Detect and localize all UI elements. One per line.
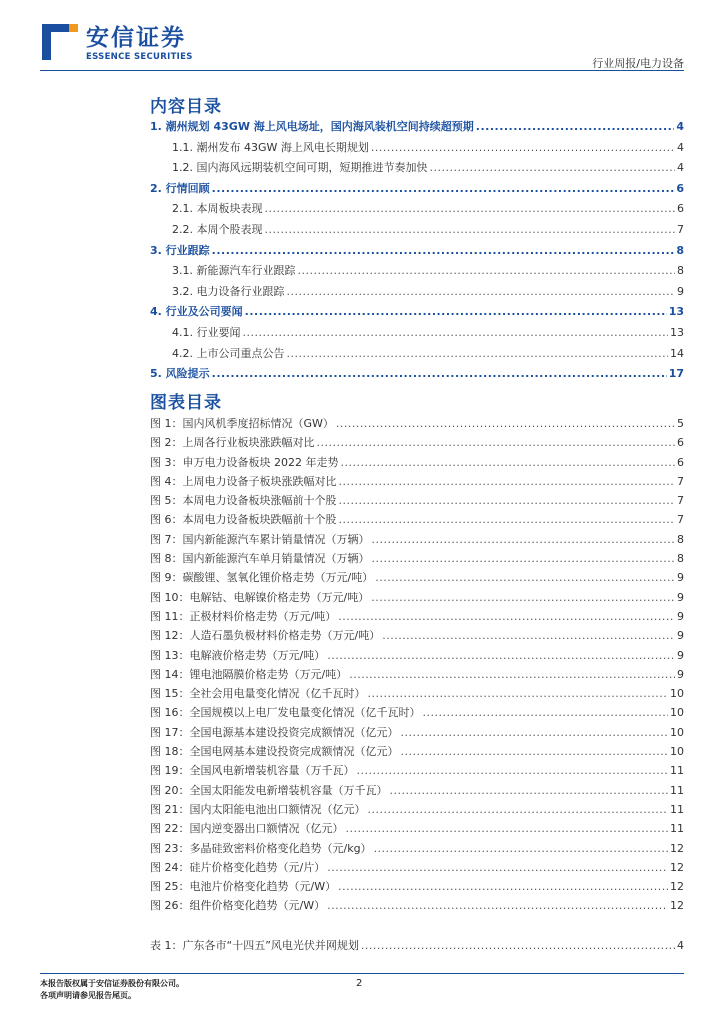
figure-entry-label: 图 3：申万电力设备板块 2022 年走势 bbox=[150, 455, 339, 469]
leader-dots bbox=[357, 764, 669, 777]
figure-entry[interactable] bbox=[150, 647, 684, 666]
figure-entry[interactable] bbox=[150, 666, 684, 685]
figure-entry[interactable] bbox=[150, 743, 684, 762]
toc-entry-label: 1.1. 潮州发布 43GW 海上风电长期规划 bbox=[172, 140, 369, 154]
leader-dots bbox=[298, 264, 676, 277]
footer-disclaimer bbox=[40, 978, 184, 1002]
toc-entry[interactable] bbox=[150, 365, 684, 386]
figures-title: 图表目录 bbox=[150, 393, 222, 413]
toc-entry-label: 3.2. 电力设备行业跟踪 bbox=[172, 284, 285, 298]
figure-entry[interactable] bbox=[150, 569, 684, 588]
leader-dots bbox=[371, 591, 675, 604]
toc-entry[interactable] bbox=[150, 345, 684, 366]
figure-entry[interactable] bbox=[150, 415, 684, 434]
leader-dots bbox=[265, 202, 676, 215]
toc-entry[interactable] bbox=[150, 283, 684, 304]
leader-dots bbox=[401, 745, 669, 758]
figure-entry-page: 7 bbox=[677, 494, 684, 508]
leader-dots bbox=[375, 571, 675, 584]
figure-entry-label: 图 9：碳酸锂、氢氧化锂价格走势（万元/吨） bbox=[150, 571, 374, 585]
toc-entry-label: 4.1. 行业要闻 bbox=[172, 325, 241, 339]
figure-entry-label: 图 11：正极材料价格走势（万元/吨） bbox=[150, 609, 337, 623]
toc-entry[interactable] bbox=[150, 159, 684, 180]
figure-entry-label: 图 12：人造石墨负极材料价格走势（万元/吨） bbox=[150, 629, 381, 643]
figure-entry[interactable] bbox=[150, 762, 684, 781]
figure-entry-label: 图 25：电池片价格变化趋势（元/W） bbox=[150, 880, 337, 894]
figure-entry[interactable] bbox=[150, 724, 684, 743]
figure-entry-label: 图 14：锂电池隔膜价格走势（万元/吨） bbox=[150, 667, 348, 681]
figure-entry-page: 9 bbox=[677, 648, 684, 662]
toc-entry-page: 13 bbox=[670, 325, 684, 339]
figure-entry-page: 11 bbox=[670, 764, 684, 778]
leader-dots bbox=[339, 513, 676, 526]
figure-entry[interactable] bbox=[150, 434, 684, 453]
figure-entry-label: 图 1：国内风机季度招标情况（GW） bbox=[150, 417, 334, 430]
report-category: 行业周报/电力设备 bbox=[592, 57, 684, 70]
toc-entry[interactable] bbox=[150, 118, 684, 139]
toc-entry-page: 4 bbox=[677, 140, 684, 154]
figure-entry-label: 图 15：全社会用电量变化情况（亿千瓦时） bbox=[150, 687, 366, 701]
figure-entry[interactable] bbox=[150, 897, 684, 916]
contents-title: 内容目录 bbox=[150, 97, 222, 117]
table-entry[interactable] bbox=[150, 937, 684, 956]
figure-entry-label: 图 17：全国电源基本建设投资完成额情况（亿元） bbox=[150, 725, 399, 739]
page-number: 2 bbox=[356, 978, 363, 989]
figure-entry-label: 图 19：全国风电新增装机容量（万千瓦） bbox=[150, 764, 355, 778]
leader-dots bbox=[430, 161, 676, 174]
figure-entry-page: 9 bbox=[677, 629, 684, 643]
tables-list bbox=[150, 937, 684, 956]
figure-entry-label: 图 20：全国太阳能发电新增装机容量（万千瓦） bbox=[150, 783, 388, 797]
leader-dots bbox=[401, 726, 669, 739]
leader-dots bbox=[423, 706, 669, 719]
toc-entry-label: 2.1. 本周板块表现 bbox=[172, 202, 263, 216]
leader-dots bbox=[327, 861, 668, 874]
figure-entry[interactable] bbox=[150, 473, 684, 492]
leader-dots bbox=[349, 668, 675, 681]
figure-entry[interactable] bbox=[150, 820, 684, 839]
toc-entry-page: 13 bbox=[668, 305, 684, 319]
toc-entry-page: 4 bbox=[677, 161, 684, 175]
leader-dots bbox=[338, 880, 668, 893]
figure-entry-page: 8 bbox=[677, 532, 684, 546]
figure-entry-page: 10 bbox=[670, 687, 684, 701]
figure-entry-label: 图 10：电解钴、电解镍价格走势（万元/吨） bbox=[150, 590, 370, 604]
figure-entry[interactable] bbox=[150, 878, 684, 897]
figure-entry-page: 11 bbox=[670, 802, 684, 816]
company-logo bbox=[42, 24, 193, 62]
toc-entry-page: 9 bbox=[677, 284, 684, 298]
figure-entry-label: 图 24：硅片价格变化趋势（元/片） bbox=[150, 860, 326, 874]
toc-entry[interactable] bbox=[150, 139, 684, 160]
figure-entry-label: 图 23：多晶硅致密料价格变化趋势（元/kg） bbox=[150, 841, 372, 855]
toc-entry-page: 7 bbox=[677, 222, 684, 236]
figure-entry-page: 12 bbox=[670, 899, 684, 913]
toc-entry[interactable] bbox=[150, 303, 684, 324]
leader-dots bbox=[476, 120, 675, 133]
figure-entry-page: 9 bbox=[677, 590, 684, 604]
toc-entry-page: 17 bbox=[668, 367, 684, 381]
toc-entry-page: 4 bbox=[676, 120, 684, 133]
toc-entry[interactable] bbox=[150, 180, 684, 201]
figure-entry-label: 图 13：电解液价格走势（万元/吨） bbox=[150, 648, 326, 662]
figure-entry[interactable] bbox=[150, 840, 684, 859]
figure-entry[interactable] bbox=[150, 492, 684, 511]
figure-entry-label: 图 4：上周电力设备子板块涨跌幅对比 bbox=[150, 474, 337, 488]
leader-dots bbox=[372, 552, 676, 565]
toc-entry-page: 8 bbox=[677, 264, 684, 278]
toc-entry-page: 6 bbox=[677, 202, 684, 216]
toc-entry[interactable] bbox=[150, 262, 684, 283]
leader-dots bbox=[212, 182, 675, 195]
table-entry-label: 表 1：广东各市“十四五”风电光伏并网规划 bbox=[150, 939, 359, 952]
toc-entry-page: 8 bbox=[676, 243, 684, 257]
header-divider bbox=[40, 70, 684, 71]
figure-entry-page: 12 bbox=[670, 880, 684, 894]
leader-dots bbox=[212, 367, 667, 380]
figure-entry[interactable] bbox=[150, 685, 684, 704]
figure-entry-page: 9 bbox=[677, 571, 684, 585]
footer-divider bbox=[40, 973, 684, 974]
toc-entry[interactable] bbox=[150, 200, 684, 221]
figure-entry-page: 10 bbox=[670, 725, 684, 739]
figure-entry-page: 7 bbox=[677, 513, 684, 527]
leader-dots bbox=[374, 842, 668, 855]
leader-dots bbox=[336, 417, 675, 430]
leader-dots bbox=[346, 822, 669, 835]
logo-mark-icon bbox=[42, 24, 78, 62]
leader-dots bbox=[382, 629, 675, 642]
figure-entry-page: 12 bbox=[670, 841, 684, 855]
figure-entry[interactable] bbox=[150, 550, 684, 569]
figure-entry[interactable] bbox=[150, 531, 684, 550]
leader-dots bbox=[339, 494, 676, 507]
figure-entry[interactable] bbox=[150, 627, 684, 646]
figure-entry[interactable] bbox=[150, 782, 684, 801]
figure-entry-label: 图 8：国内新能源汽车单月销量情况（万辆） bbox=[150, 552, 370, 566]
figure-entry-page: 7 bbox=[677, 474, 684, 488]
leader-dots bbox=[327, 649, 675, 662]
table-entry-page: 4 bbox=[677, 939, 684, 952]
figure-entry-label: 图 7：国内新能源汽车累计销量情况（万辆） bbox=[150, 532, 370, 546]
toc-entry-label: 4. 行业及公司要闻 bbox=[150, 305, 243, 319]
toc-entry[interactable] bbox=[150, 242, 684, 263]
figure-entry[interactable] bbox=[150, 801, 684, 820]
leader-dots bbox=[372, 533, 676, 546]
toc-entry-label: 5. 风险提示 bbox=[150, 367, 210, 381]
leader-dots bbox=[287, 285, 676, 298]
toc-entry-label: 1.2. 国内海风远期装机空间可期，短期推进节奏加快 bbox=[172, 161, 428, 175]
toc-entry-page: 6 bbox=[676, 181, 684, 195]
figure-entry-label: 图 22：国内逆变器出口额情况（亿元） bbox=[150, 822, 344, 836]
leader-dots bbox=[317, 436, 676, 449]
toc-entry-label: 4.2. 上市公司重点公告 bbox=[172, 346, 285, 360]
leader-dots bbox=[243, 326, 669, 339]
leader-dots bbox=[371, 141, 675, 154]
figure-entry-page: 9 bbox=[677, 667, 684, 681]
contents-list bbox=[150, 118, 684, 386]
figure-entry-page: 8 bbox=[677, 552, 684, 566]
figure-entry-label: 图 6：本周电力设备板块跌幅前十个股 bbox=[150, 513, 337, 527]
figure-entry-page: 10 bbox=[670, 706, 684, 720]
leader-dots bbox=[265, 223, 676, 236]
logo-cn-text: 安信证券 bbox=[86, 25, 186, 51]
figure-entry-page: 6 bbox=[677, 455, 684, 469]
leader-dots bbox=[287, 347, 669, 360]
logo-en-text: ESSENCE SECURITIES bbox=[86, 52, 193, 62]
toc-entry-label: 2.2. 本周个股表现 bbox=[172, 222, 263, 236]
figure-entry-label: 图 5：本周电力设备板块涨幅前十个股 bbox=[150, 494, 337, 508]
figure-entry[interactable] bbox=[150, 511, 684, 530]
figure-entry[interactable] bbox=[150, 454, 684, 473]
footer-line-2: 各项声明请参见报告尾页。 bbox=[40, 991, 136, 1000]
toc-entry[interactable] bbox=[150, 324, 684, 345]
figure-entry-page: 11 bbox=[670, 783, 684, 797]
figure-entry-page: 6 bbox=[677, 436, 684, 450]
figure-entry[interactable] bbox=[150, 608, 684, 627]
leader-dots bbox=[368, 803, 669, 816]
leader-dots bbox=[361, 939, 675, 952]
figure-entry-label: 图 18：全国电网基本建设投资完成额情况（亿元） bbox=[150, 745, 399, 759]
figure-entry[interactable] bbox=[150, 859, 684, 878]
leader-dots bbox=[212, 244, 675, 257]
leader-dots bbox=[390, 784, 669, 797]
figure-entry-label: 图 16：全国规模以上电厂发电量变化情况（亿千瓦时） bbox=[150, 706, 421, 720]
figure-entry[interactable] bbox=[150, 704, 684, 723]
toc-entry-page: 14 bbox=[670, 346, 684, 360]
toc-entry-label: 1. 潮州规划 43GW 海上风电场址，国内海风装机空间持续超预期 bbox=[150, 120, 474, 133]
figure-entry-page: 12 bbox=[670, 860, 684, 874]
figure-entry-label: 图 21：国内太阳能电池出口额情况（亿元） bbox=[150, 802, 366, 816]
figure-entry-page: 11 bbox=[670, 822, 684, 836]
toc-entry-label: 3. 行业跟踪 bbox=[150, 243, 210, 257]
figures-list bbox=[150, 415, 684, 917]
figure-entry-label: 图 2：上周各行业板块涨跌幅对比 bbox=[150, 436, 315, 450]
figure-entry-page: 5 bbox=[677, 417, 684, 430]
footer-line-1: 本报告版权属于安信证券股份有限公司。 bbox=[40, 979, 184, 988]
toc-entry-label: 2. 行情回顾 bbox=[150, 181, 210, 195]
leader-dots bbox=[327, 899, 668, 912]
leader-dots bbox=[338, 610, 675, 623]
figure-entry[interactable] bbox=[150, 589, 684, 608]
toc-entry-label: 3.1. 新能源汽车行业跟踪 bbox=[172, 264, 296, 278]
leader-dots bbox=[340, 456, 675, 469]
leader-dots bbox=[245, 305, 667, 318]
figure-entry-page: 10 bbox=[670, 745, 684, 759]
leader-dots bbox=[339, 475, 676, 488]
toc-entry[interactable] bbox=[150, 221, 684, 242]
leader-dots bbox=[368, 687, 669, 700]
figure-entry-page: 9 bbox=[677, 609, 684, 623]
figure-entry-label: 图 26：组件价格变化趋势（元/W） bbox=[150, 899, 326, 913]
